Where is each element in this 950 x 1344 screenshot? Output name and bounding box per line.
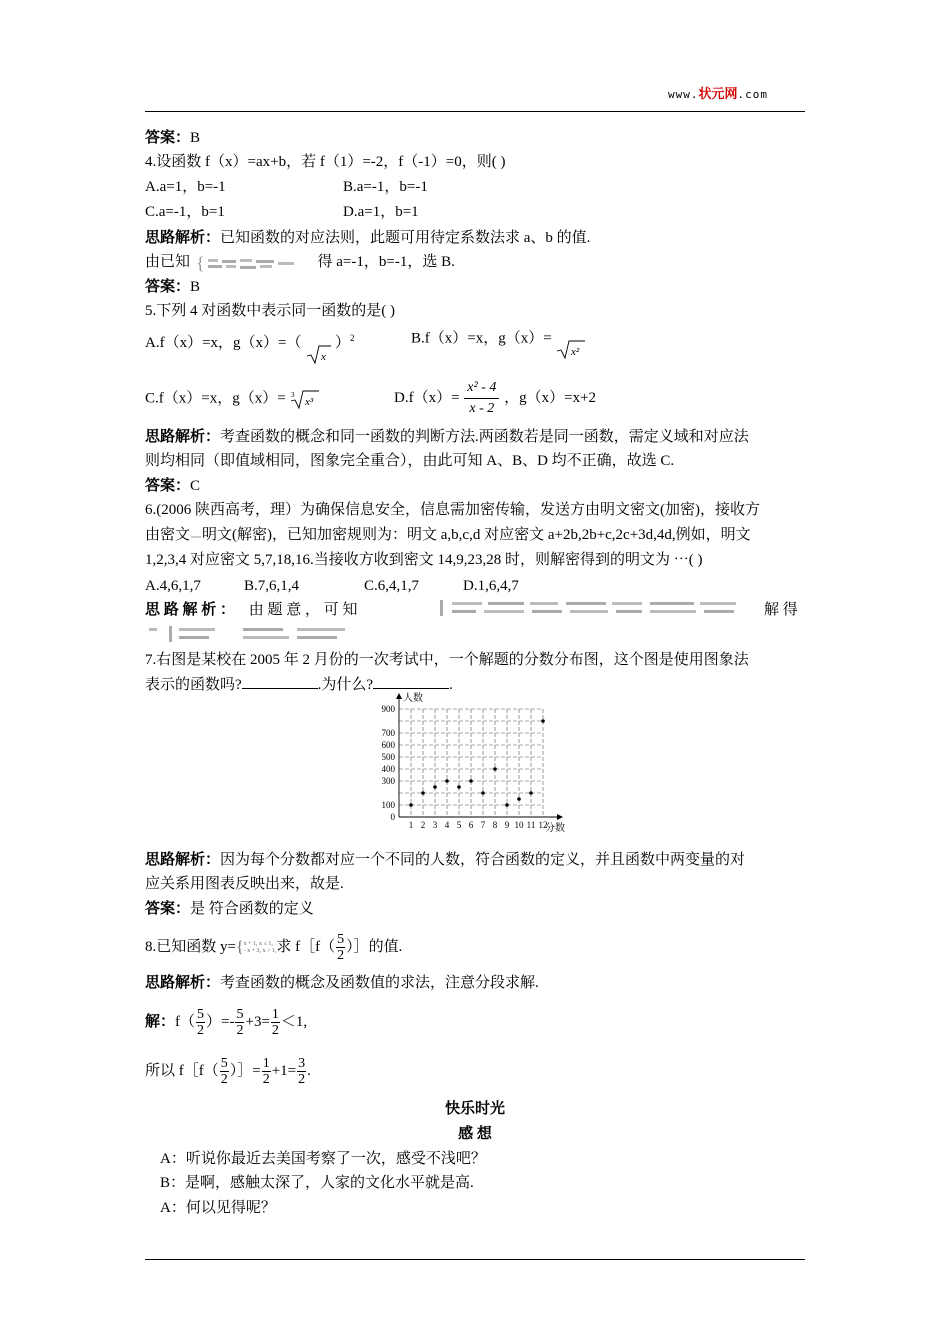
- data-point: [409, 803, 413, 807]
- x-tick-label: 6: [468, 820, 474, 830]
- data-point: [493, 767, 497, 771]
- q6-analysis-tail: 解 得: [764, 602, 798, 618]
- x-tick-label: 12: [538, 820, 548, 830]
- site-logo[interactable]: [668, 83, 768, 102]
- x-tick-label: 1: [408, 820, 414, 830]
- q4-option-b: B.a=-1，b=-1: [343, 179, 428, 195]
- x-tick-label: 9: [504, 820, 510, 830]
- q4-option-d: D.a=1，b=1: [343, 204, 419, 220]
- data-point: [433, 785, 437, 789]
- joke-line-2: B：是啊，感触太深了，人家的文化水平就是高.: [160, 1175, 474, 1191]
- q5-d-fraction: $\frac{\text{x² - 4}}{x - 2}$: [464, 378, 499, 419]
- q5-option-c: C.f（x）=x，g（x）= 3 x³: [145, 388, 319, 410]
- site-name: 状元网: [698, 87, 738, 102]
- q5-stem: 5.下列 4 对函数中表示同一函数的是( ): [145, 303, 395, 319]
- data-point: [469, 779, 473, 783]
- site-suffix: .com: [737, 88, 769, 101]
- q6-option-a: A.4,6,1,7: [145, 578, 201, 594]
- sqrt-x-squared: [555, 338, 585, 360]
- q6-line1: 6.(2006 陕西高考，理）为确保信息安全，信息需加密传输，发送方由明文密文(加密)，接收方: [145, 502, 760, 518]
- data-point: [481, 791, 485, 795]
- q8-analysis: 思路解析：考查函数的概念及函数值的求法，注意分段求解.: [145, 975, 539, 991]
- q4-answer: 答案：B: [145, 279, 201, 295]
- q4-known: 由已知 { 得 a=-1，b=-1，选 B.: [145, 252, 455, 273]
- q6-analysis: 思 路 解 析 ： 由 题 意 ， 可 知: [145, 602, 358, 618]
- y-tick-label: 300: [381, 776, 395, 786]
- joke-title: 快乐时光: [444, 1101, 505, 1117]
- svg-text:3: 3: [291, 391, 295, 399]
- y-tick-label: 900: [381, 704, 395, 714]
- q7-line1: 7.右图是某校在 2005 年 2 月份的一次考试中，一个解题的分数分布图，这个图是使用图象法: [145, 652, 749, 668]
- blurred-equation-image: [194, 253, 314, 273]
- q7-analysis: 思路解析：因为每个分数都对应一个不同的人数，符合函数的定义，并且函数中两变量的对: [145, 852, 746, 868]
- y-tick-label: 500: [381, 752, 395, 762]
- data-point: [529, 791, 533, 795]
- q8-solution: 解：f（ $\frac{5}{2}$ ）=- $\frac{5}{2}$ +3= $\frac{1}{2}$ ＜1,: [145, 1007, 308, 1038]
- x-tick-label: 7: [480, 820, 486, 830]
- q5-option-d: D.f（x）= $\frac{\text{x² - 4}}{x - 2}$ ，g（x）=x+2: [394, 378, 596, 419]
- q5-analysis: 思路解析：考查函数的概念和同一函数的判断方法.两函数若是同一函数，需定义域和对应法: [145, 429, 749, 445]
- q8-final: 所以 f［f（ $\frac{5}{2}$ ）］= $\frac{1}{2}$ +1= $\frac{3}{2}$ .: [145, 1056, 311, 1087]
- q7-answer: 答案：是 符合函数的定义: [145, 901, 314, 917]
- data-point: [421, 791, 425, 795]
- x-tick-label: 10: [514, 820, 524, 830]
- q6-line2: 由密文 明文(解密)，已知加密规则为：明文 a,b,c,d 对应密文 a+2b,2b+c,2c+3d,4d,例如，明文: [145, 527, 751, 543]
- answer-blank-2[interactable]: [373, 674, 449, 689]
- q4-option-c: C.a=-1，b=1: [145, 204, 225, 220]
- data-point: [457, 785, 461, 789]
- site-prefix: www.: [668, 88, 699, 101]
- cube-root-x-cubed: [289, 388, 319, 410]
- data-point: [445, 779, 449, 783]
- y-tick-label: 100: [381, 800, 395, 810]
- q6-line3: 1,2,3,4 对应密文 5,7,18,16.当接收方收到密文 14,9,23,28 时，则解密得到的明文为 ⋯( ): [145, 552, 703, 568]
- y-tick-label: 600: [381, 740, 395, 750]
- header-rule: [145, 111, 805, 112]
- y-tick-label: 700: [381, 728, 395, 738]
- q7-analysis-cont: 应关系用图表反映出来，故是.: [145, 876, 344, 892]
- answer-blank-1[interactable]: [242, 674, 318, 689]
- score-distribution-chart: [365, 690, 580, 835]
- q8-stem: 8.已知函数 y={ x + 1, x ≤ 1, - x + 3, x > 1, 求 f［f（ $\frac{5}{2}$ ）］的值.: [145, 932, 403, 963]
- q4-stem: 4.设函数 f（x）=ax+b，若 f（1）=-2，f（-1）=0，则( ): [145, 154, 506, 170]
- svg-text:x²: x²: [571, 346, 580, 358]
- q5-option-b: B.f（x）=x，g（x）= x²: [411, 328, 585, 350]
- data-point: [517, 797, 521, 801]
- x-tick-label: 2: [420, 820, 426, 830]
- x-tick-label: 5: [456, 820, 462, 830]
- q6-option-d: D.1,6,4,7: [463, 578, 519, 594]
- x-tick-label: 3: [432, 820, 438, 830]
- y-tick-label: 0: [390, 812, 395, 822]
- joke-line-3: A：何以见得呢？: [160, 1200, 276, 1216]
- joke-line-1: A：听说你最近去美国考察了一次，感受不浅吧？: [160, 1151, 486, 1167]
- q5-analysis-cont: 则均相同（即值域相同，图象完全重合），由此可知 A、B、D 均不正确，故选 C.: [145, 453, 675, 469]
- q6-option-c: C.6,4,1,7: [364, 578, 420, 594]
- data-point: [505, 803, 509, 807]
- data-point: [541, 719, 545, 723]
- svg-text:x³: x³: [305, 396, 314, 408]
- y-axis-label: 人数: [403, 693, 423, 704]
- q5-option-a: A.f（x）=x，g（x）=（ x ）$^2$: [145, 333, 355, 363]
- q6-option-b: B.7,6,1,4: [244, 578, 300, 594]
- y-axis-arrow: [396, 693, 402, 699]
- x-tick-label: 8: [492, 820, 498, 830]
- x-axis-arrow: [557, 814, 563, 820]
- q3-answer: 答案：B: [145, 130, 201, 146]
- piecewise-definition: x + 1, x ≤ 1, - x + 3, x > 1,: [243, 940, 277, 954]
- svg-text:x: x: [321, 350, 327, 363]
- q4-analysis: 思路解析：已知函数的对应法则，此题可用待定系数法求 a、b 的值.: [145, 230, 591, 246]
- x-tick-label: 4: [444, 820, 450, 830]
- arrow-image: [190, 530, 202, 542]
- footer-rule: [145, 1259, 805, 1260]
- fraction-5-2: $\frac{5}{2}$: [337, 932, 345, 963]
- x-tick-label: 11: [526, 820, 536, 830]
- q7-line2: 表示的函数吗? .为什么? .: [145, 674, 453, 695]
- y-tick-label: 400: [381, 764, 395, 774]
- joke-subtitle: 感 想: [458, 1126, 492, 1142]
- x-axis-label: 分数: [545, 823, 565, 834]
- q4-option-a: A.a=1，b=-1: [145, 179, 226, 195]
- sqrt-x: [305, 343, 331, 365]
- blurred-equation-system-image: [438, 598, 752, 618]
- q5-answer: 答案：C: [145, 478, 201, 494]
- blurred-solution-image: [147, 624, 352, 644]
- svg-text:{: {: [195, 252, 205, 273]
